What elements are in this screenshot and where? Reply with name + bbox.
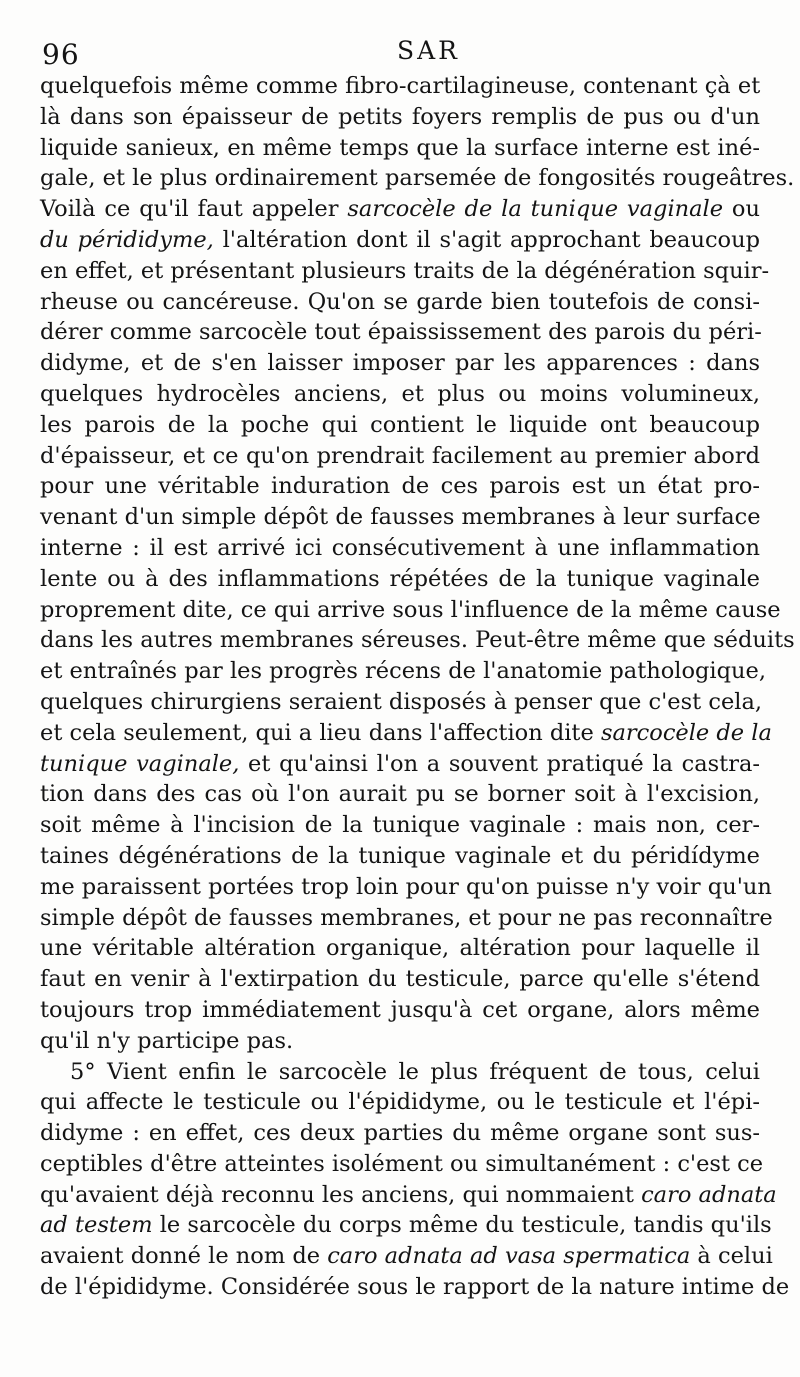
text-run: interne : il est arrivé ici consécutivement à une inflammation <box>40 534 760 561</box>
text-run: et qu'ainsi l'on a souvent pratiqué la castra- <box>239 750 760 777</box>
text-run: simple dépôt de fausses membranes, et pour ne pas reconnaître <box>40 904 773 931</box>
page-number: 96 <box>42 38 80 71</box>
text-line <box>40 656 766 687</box>
text-line <box>40 1241 773 1272</box>
text-line <box>40 133 760 164</box>
text-line <box>40 595 781 626</box>
text-line <box>40 317 760 348</box>
text-run: ou <box>723 196 760 223</box>
text-run: qu'il n'y participe pas. <box>40 1027 294 1054</box>
text-line <box>40 379 760 410</box>
italic-text: sarcocèle de la <box>600 719 772 746</box>
text-run: soit même à l'incision de la tunique vaginale : mais non, cer- <box>40 812 760 839</box>
text-line <box>40 903 773 934</box>
text-run: didyme : en effet, ces deux parties du même organe sont sus- <box>40 1120 760 1147</box>
text-line <box>40 502 760 533</box>
text-line <box>40 933 760 964</box>
page-header <box>42 34 758 74</box>
text-run: venant d'un simple dépôt de fausses membranes à leur surface <box>40 504 761 531</box>
text-run: Voilà ce qu'il faut appeler <box>40 196 348 223</box>
text-line <box>40 995 760 1026</box>
text-line <box>40 1026 760 1057</box>
text-line <box>40 872 772 903</box>
text-run: le sarcocèle du corps même du testicule, tandis qu'ils <box>152 1212 772 1239</box>
text-run: pour une véritable induration de ces parois est un état pro- <box>40 473 760 500</box>
text-run: dérer comme sarcocèle tout épaississement des parois du péri- <box>40 319 762 346</box>
text-line <box>40 71 760 102</box>
text-run: quelques chirurgiens seraient disposés à penser que c'est cela, <box>40 688 763 715</box>
text-line <box>40 348 760 379</box>
text-run: tion dans des cas où l'on aurait pu se borner soit à l'excision, <box>40 781 760 808</box>
text-line <box>40 841 760 872</box>
text-line <box>40 718 772 749</box>
text-line <box>40 1118 760 1149</box>
italic-text: caro adnata <box>641 1181 777 1208</box>
text-line <box>40 410 760 441</box>
text-run: en effet, et présentant plusieurs traits de la dégénération squir- <box>40 257 770 284</box>
text-run: et entraînés par les progrès récens de l'anatomie pathologique, <box>40 658 766 685</box>
text-line <box>40 964 760 995</box>
text-run: d'épaisseur, et ce qu'on prendrait facilement au premier abord <box>40 442 760 469</box>
text-run: toujours trop immédiatement jusqu'à cet organe, alors même <box>40 996 760 1023</box>
text-run: rheuse ou cancéreuse. Qu'on se garde bien toutefois de consi- <box>40 288 760 315</box>
text-run: une véritable altération organique, altération pour laquelle il <box>40 935 760 962</box>
text-line <box>40 287 760 318</box>
text-line <box>40 564 760 595</box>
text-line <box>40 194 760 225</box>
text-line <box>40 625 795 656</box>
text-line <box>40 1149 764 1180</box>
text-run: de l'épididyme. Considérée sous le rapport de la nature intime de <box>40 1274 790 1301</box>
text-line <box>40 749 760 780</box>
text-run: faut en venir à l'extirpation du testicule, parce qu'elle s'étend <box>40 966 760 993</box>
text-run: taines dégénérations de la tunique vaginale et du péridídyme <box>40 842 760 869</box>
text-run: liquide sanieux, en même temps que la surface interne est iné- <box>40 134 760 161</box>
text-run: avaient donné le nom de <box>40 1243 328 1270</box>
text-run: les parois de la poche qui contient le liquide ont beaucoup <box>40 411 760 438</box>
text-line <box>40 687 763 718</box>
text-run: dans les autres membranes séreuses. Peut-être même que séduits <box>40 627 795 654</box>
text-line <box>40 225 760 256</box>
text-run: lente ou à des inflammations répétées de la tunique vaginale <box>40 565 760 592</box>
text-line <box>40 1087 760 1118</box>
italic-text: ad testem <box>40 1212 153 1239</box>
text-run: ceptibles d'être atteintes isolément ou simultanément : c'est ce <box>40 1150 764 1177</box>
text-run: qu'avaient déjà reconnu les anciens, qui nommaient <box>40 1181 642 1208</box>
text-line <box>40 1180 777 1211</box>
text-line <box>40 1057 760 1088</box>
text-run: gale, et le plus ordinairement parsemée de fongosités rougeâtres. <box>40 165 795 192</box>
text-line <box>40 471 760 502</box>
text-line <box>40 1210 772 1241</box>
text-run: là dans son épaisseur de petits foyers remplis de pus ou d'un <box>40 103 760 130</box>
text-run: proprement dite, ce qui arrive sous l'influence de la même cause <box>40 596 781 623</box>
text-run: quelquefois même comme fibro-cartilagineuse, contenant çà et <box>40 73 761 99</box>
italic-text: du pérididyme, <box>40 226 214 253</box>
text-line <box>40 533 760 564</box>
text-run: me paraissent portées trop loin pour qu'on puisse n'y voir qu'un <box>40 873 772 900</box>
text-line <box>40 163 795 194</box>
text-line <box>40 256 770 287</box>
body-text <box>40 71 795 1303</box>
italic-text: sarcocèle de la tunique vaginale <box>347 196 724 223</box>
running-head: SAR <box>397 36 461 65</box>
text-line <box>40 810 760 841</box>
text-line <box>40 1272 790 1303</box>
text-line <box>40 441 760 472</box>
text-run: à celui <box>690 1243 773 1270</box>
text-line <box>40 779 760 810</box>
text-run: didyme, et de s'en laisser imposer par les apparences : dans <box>40 350 760 377</box>
text-run: l'altération dont il s'agit approchant beaucoup <box>213 226 760 253</box>
text-run: 5° Vient enfin le sarcocèle le plus fréquent de tous, celui <box>70 1058 760 1085</box>
text-run: qui affecte le testicule ou l'épididyme, ou le testicule et l'épi- <box>40 1089 760 1116</box>
italic-text: caro adnata ad vasa spermatica <box>327 1243 691 1270</box>
text-run: quelques hydrocèles anciens, et plus ou moins volumineux, <box>40 380 760 407</box>
italic-text: tunique vaginale, <box>40 750 240 777</box>
text-line <box>40 102 760 133</box>
text-run: et cela seulement, qui a lieu dans l'affection dite <box>40 719 601 746</box>
